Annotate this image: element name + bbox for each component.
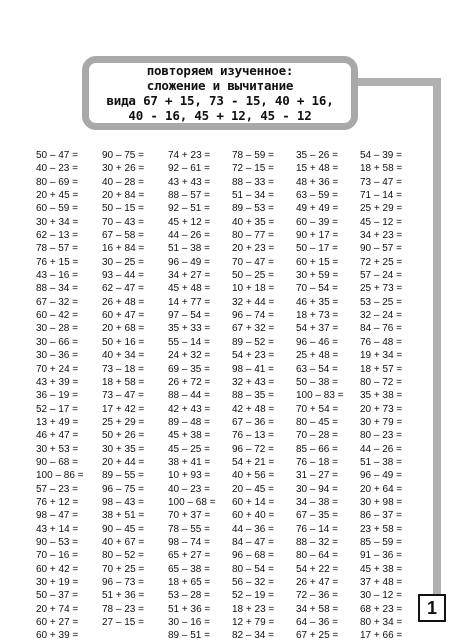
exercise-item: 45 + 38 =	[168, 430, 211, 442]
exercise-item: 78 – 23 =	[102, 603, 144, 615]
exercise-item: 73 – 47 =	[360, 176, 402, 188]
exercise-item: 54 + 23 =	[232, 350, 275, 362]
exercise-item: 34 – 38 =	[296, 496, 338, 508]
exercise-item: 60 – 59 =	[36, 203, 78, 215]
exercise-item: 20 + 45 =	[36, 190, 79, 202]
exercise-item: 40 + 34 =	[102, 350, 145, 362]
exercise-item: 46 + 35 =	[296, 296, 339, 308]
exercise-item: 40 + 56 =	[232, 470, 275, 482]
title-line-3: вида 67 + 15, 73 - 15, 40 + 16,	[106, 93, 334, 108]
exercise-item: 43 + 43 =	[168, 176, 211, 188]
exercise-item: 64 – 36 =	[296, 617, 338, 629]
exercise-item: 60 – 42 =	[36, 310, 78, 322]
exercise-item: 80 – 23 =	[360, 430, 402, 442]
exercise-item: 84 – 76 =	[360, 323, 402, 335]
exercise-item: 20 + 44 =	[102, 456, 145, 468]
exercise-item: 45 + 38 =	[360, 563, 403, 575]
exercise-item: 86 – 37 =	[360, 510, 402, 522]
exercise-item: 96 – 74 =	[232, 310, 274, 322]
exercise-item: 80 – 64 =	[296, 550, 338, 562]
exercise-item: 96 – 68 =	[232, 550, 274, 562]
exercise-item: 90 + 17 =	[296, 230, 339, 242]
exercise-item: 54 – 39 =	[360, 150, 402, 161]
exercise-item: 73 – 47 =	[102, 390, 144, 402]
exercise-item: 72 – 15 =	[232, 163, 274, 175]
exercise-item: 26 + 47 =	[296, 577, 339, 588]
exercise-item: 51 + 36 =	[168, 603, 211, 615]
exercise-item: 18 + 73 =	[296, 310, 339, 322]
exercise-item: 30 – 25 =	[102, 256, 144, 268]
exercise-item: 68 + 23 =	[360, 603, 403, 615]
exercise-item: 30 + 26 =	[102, 163, 145, 175]
exercise-item: 18 + 58 =	[102, 376, 145, 388]
exercise-item: 60 + 27 =	[36, 617, 79, 629]
exercise-item: 54 + 21 =	[232, 456, 275, 468]
exercise-item: 98 – 74 =	[168, 536, 210, 548]
exercise-item: 30 + 34 =	[36, 216, 79, 228]
exercise-item: 90 – 68 =	[36, 456, 78, 468]
exercise-item: 54 + 37 =	[296, 323, 339, 335]
exercise-item: 20 + 73 =	[360, 403, 403, 415]
exercise-item: 90 – 57 =	[360, 243, 402, 255]
exercise-item: 98 – 47 =	[36, 510, 78, 522]
exercise-item: 35 + 38 =	[360, 390, 403, 402]
exercise-item: 30 + 53 =	[36, 443, 79, 455]
frame-line-top	[356, 78, 441, 86]
exercise-item: 30 – 16 =	[168, 617, 210, 629]
exercise-item: 40 + 67 =	[102, 536, 145, 548]
exercise-item: 60 + 42 =	[36, 563, 79, 575]
exercise-item: 20 + 68 =	[102, 323, 145, 335]
exercise-item: 67 – 32 =	[36, 296, 78, 308]
exercise-item: 19 + 34 =	[360, 350, 403, 362]
exercise-item: 96 – 49 =	[360, 470, 402, 482]
title-line-1: повторяем изученное:	[146, 63, 294, 78]
exercise-item: 80 – 52 =	[102, 550, 144, 562]
exercise-item: 44 – 26 =	[168, 230, 210, 242]
exercise-item: 67 + 32 =	[232, 323, 275, 335]
exercise-column-6	[360, 149, 422, 643]
exercise-item: 100 – 86 =	[36, 470, 84, 482]
exercise-item: 46 + 47 =	[36, 430, 79, 442]
exercise-item: 44 – 36 =	[232, 523, 274, 535]
exercise-item: 38 + 41 =	[168, 456, 211, 468]
exercise-item: 51 + 36 =	[102, 590, 145, 602]
title-line-4: 40 - 16, 45 + 12, 45 - 12	[128, 108, 312, 123]
exercise-item: 30 + 98 =	[360, 496, 403, 508]
exercise-item: 60 + 15 =	[296, 256, 339, 268]
exercise-item: 20 + 84 =	[102, 190, 145, 202]
exercise-item: 26 + 48 =	[102, 296, 145, 308]
exercise-item: 88 – 35 =	[232, 390, 274, 402]
exercise-item: 72 – 36 =	[296, 590, 338, 602]
exercise-item: 62 – 13 =	[36, 230, 78, 242]
exercise-item: 50 – 38 =	[296, 376, 338, 388]
exercise-item: 44 – 26 =	[360, 443, 402, 455]
exercise-item: 60 – 39 =	[296, 216, 338, 228]
exercise-item: 40 – 23 =	[168, 483, 210, 495]
exercise-item: 84 – 47 =	[232, 536, 274, 548]
title-box	[82, 56, 358, 130]
exercise-item: 50 – 15 =	[102, 203, 144, 215]
exercise-item: 34 + 23 =	[360, 230, 403, 242]
exercise-item: 49 + 49 =	[296, 203, 339, 215]
exercise-item: 88 – 33 =	[232, 176, 274, 188]
exercise-item: 80 – 69 =	[36, 176, 78, 188]
exercise-item: 76 – 14 =	[296, 523, 338, 535]
exercise-item: 42 + 43 =	[168, 403, 211, 415]
exercise-item: 35 – 26 =	[296, 150, 338, 161]
exercise-item: 60 + 39 =	[36, 630, 79, 642]
exercise-item: 90 – 75 =	[102, 150, 144, 161]
exercise-item: 96 – 72 =	[232, 443, 274, 455]
exercise-item: 56 – 32 =	[232, 577, 274, 588]
exercise-item: 10 + 18 =	[232, 283, 275, 295]
exercise-item: 71 – 14 =	[360, 190, 402, 202]
exercise-item: 55 – 14 =	[168, 336, 210, 348]
exercise-item: 53 – 25 =	[360, 296, 402, 308]
exercise-item: 69 – 35 =	[168, 363, 210, 375]
exercise-item: 17 + 66 =	[360, 630, 403, 642]
exercise-item: 89 – 51 =	[168, 630, 210, 642]
exercise-item: 93 – 44 =	[102, 270, 144, 282]
exercise-item: 89 – 48 =	[168, 416, 210, 428]
exercise-item: 48 + 36 =	[296, 176, 339, 188]
exercise-item: 63 – 54 =	[296, 363, 338, 375]
exercise-item: 67 + 25 =	[296, 630, 339, 642]
exercise-item: 70 + 37 =	[168, 510, 211, 522]
exercise-item: 18 + 57 =	[360, 363, 403, 375]
exercise-item: 51 – 38 =	[168, 243, 210, 255]
exercise-item: 89 – 52 =	[232, 336, 274, 348]
exercise-item: 32 + 43 =	[232, 376, 275, 388]
exercise-item: 27 – 15 =	[102, 617, 144, 629]
exercise-item: 15 + 48 =	[296, 163, 339, 175]
exercise-item: 76 – 18 =	[296, 456, 338, 468]
exercise-item: 51 – 38 =	[360, 456, 402, 468]
exercise-column-3	[168, 149, 230, 643]
exercise-item: 12 + 79 =	[232, 617, 275, 629]
exercise-item: 43 – 16 =	[36, 270, 78, 282]
exercise-item: 80 – 45 =	[296, 416, 338, 428]
exercise-item: 18 + 58 =	[360, 163, 403, 175]
exercise-item: 80 – 77 =	[232, 230, 274, 242]
exercise-item: 50 – 25 =	[232, 270, 274, 282]
exercise-item: 52 – 17 =	[36, 403, 78, 415]
exercise-item: 13 + 49 =	[36, 416, 79, 428]
exercise-item: 20 – 45 =	[232, 483, 274, 495]
exercise-item: 70 – 16 =	[36, 550, 78, 562]
exercise-item: 18 + 23 =	[232, 603, 275, 615]
exercise-item: 23 + 58 =	[360, 523, 403, 535]
exercise-item: 50 + 16 =	[102, 336, 145, 348]
exercise-item: 25 + 48 =	[296, 350, 339, 362]
exercise-item: 60 + 40 =	[232, 510, 275, 522]
exercise-item: 40 + 35 =	[232, 216, 275, 228]
exercise-grid	[0, 149, 474, 642]
exercise-item: 54 + 22 =	[296, 563, 339, 575]
exercise-item: 25 + 29 =	[360, 203, 403, 215]
exercise-item: 76 + 15 =	[36, 256, 79, 268]
exercise-item: 45 – 25 =	[168, 443, 210, 455]
exercise-item: 30 + 35 =	[102, 443, 145, 455]
exercise-item: 34 + 58 =	[296, 603, 339, 615]
exercise-item: 82 – 34 =	[232, 630, 274, 642]
exercise-item: 97 – 54 =	[168, 310, 210, 322]
exercise-item: 89 – 53 =	[232, 203, 274, 215]
exercise-column-2	[102, 149, 164, 629]
exercise-item: 88 – 34 =	[36, 283, 78, 295]
exercise-item: 50 – 17 =	[296, 243, 338, 255]
title-line-2: сложение и вычитание	[146, 78, 294, 93]
exercise-item: 70 + 25 =	[102, 563, 145, 575]
exercise-item: 30 + 19 =	[36, 577, 79, 588]
exercise-item: 45 + 48 =	[168, 283, 211, 295]
exercise-item: 40 – 23 =	[36, 163, 78, 175]
exercise-column-1	[36, 149, 98, 643]
exercise-item: 73 – 18 =	[102, 363, 144, 375]
exercise-item: 60 + 47 =	[102, 310, 145, 322]
exercise-item: 92 – 51 =	[168, 203, 210, 215]
exercise-item: 52 – 19 =	[232, 590, 274, 602]
exercise-item: 70 – 43 =	[102, 216, 144, 228]
exercise-item: 78 – 57 =	[36, 243, 78, 255]
exercise-item: 25 + 73 =	[360, 283, 403, 295]
exercise-item: 88 – 57 =	[168, 190, 210, 202]
exercise-item: 32 – 24 =	[360, 310, 402, 322]
exercise-item: 45 + 12 =	[168, 216, 211, 228]
exercise-item: 30 + 59 =	[296, 270, 339, 282]
exercise-item: 100 – 68 =	[168, 496, 216, 508]
exercise-item: 45 – 12 =	[360, 216, 402, 228]
exercise-item: 24 + 32 =	[168, 350, 211, 362]
exercise-item: 30 – 94 =	[296, 483, 338, 495]
exercise-item: 92 – 61 =	[168, 163, 210, 175]
exercise-item: 65 + 27 =	[168, 550, 211, 562]
exercise-item: 76 + 12 =	[36, 496, 79, 508]
exercise-item: 50 – 37 =	[36, 590, 78, 602]
exercise-item: 91 – 36 =	[360, 550, 402, 562]
exercise-item: 70 + 24 =	[36, 363, 79, 375]
exercise-item: 37 + 48 =	[360, 577, 403, 588]
exercise-item: 70 – 47 =	[232, 256, 274, 268]
exercise-item: 57 – 23 =	[36, 483, 78, 495]
exercise-item: 88 – 44 =	[168, 390, 210, 402]
exercise-item: 100 – 83 =	[296, 390, 344, 402]
exercise-item: 67 – 58 =	[102, 230, 144, 242]
page-number: 1	[426, 597, 437, 618]
exercise-item: 62 – 47 =	[102, 283, 144, 295]
exercise-item: 65 – 38 =	[168, 563, 210, 575]
exercise-item: 85 – 66 =	[296, 443, 338, 455]
exercise-item: 96 – 75 =	[102, 483, 144, 495]
exercise-item: 96 – 49 =	[168, 256, 210, 268]
exercise-item: 70 – 28 =	[296, 430, 338, 442]
exercise-column-4	[232, 149, 294, 643]
exercise-item: 17 + 42 =	[102, 403, 145, 415]
exercise-item: 53 – 28 =	[168, 590, 210, 602]
exercise-item: 70 + 54 =	[296, 403, 339, 415]
exercise-item: 90 – 53 =	[36, 536, 78, 548]
exercise-item: 72 + 25 =	[360, 256, 403, 268]
exercise-item: 50 + 26 =	[102, 430, 145, 442]
exercise-item: 42 + 48 =	[232, 403, 275, 415]
exercise-item: 31 – 27 =	[296, 470, 338, 482]
exercise-item: 14 + 77 =	[168, 296, 211, 308]
exercise-item: 26 + 72 =	[168, 376, 211, 388]
exercise-item: 63 – 59 =	[296, 190, 338, 202]
exercise-item: 18 + 65 =	[168, 577, 211, 588]
exercise-item: 67 – 36 =	[232, 416, 274, 428]
exercise-item: 32 + 44 =	[232, 296, 275, 308]
exercise-item: 80 – 54 =	[232, 563, 274, 575]
exercise-item: 80 + 34 =	[360, 617, 403, 629]
exercise-item: 89 – 55 =	[102, 470, 144, 482]
exercise-item: 76 – 48 =	[360, 336, 402, 348]
exercise-item: 43 + 39 =	[36, 376, 79, 388]
exercise-item: 80 – 72 =	[360, 376, 402, 388]
exercise-item: 16 + 84 =	[102, 243, 145, 255]
exercise-item: 90 – 45 =	[102, 523, 144, 535]
exercise-item: 20 + 23 =	[232, 243, 275, 255]
exercise-item: 60 + 14 =	[232, 496, 275, 508]
exercise-item: 74 + 23 =	[168, 150, 211, 161]
exercise-item: 25 + 29 =	[102, 416, 145, 428]
exercise-item: 30 – 66 =	[36, 336, 78, 348]
exercise-item: 30 – 28 =	[36, 323, 78, 335]
exercise-item: 50 – 47 =	[36, 150, 78, 161]
exercise-item: 67 – 35 =	[296, 510, 338, 522]
exercise-item: 96 – 73 =	[102, 577, 144, 588]
exercise-item: 78 – 55 =	[168, 523, 210, 535]
exercise-item: 96 – 46 =	[296, 336, 338, 348]
exercise-item: 85 – 59 =	[360, 536, 402, 548]
exercise-item: 30 + 79 =	[360, 416, 403, 428]
exercise-item: 36 – 19 =	[36, 390, 78, 402]
exercise-item: 20 + 74 =	[36, 603, 79, 615]
exercise-item: 30 – 12 =	[360, 590, 402, 602]
exercise-item: 98 – 43 =	[102, 496, 144, 508]
exercise-item: 51 – 34 =	[232, 190, 274, 202]
exercise-item: 43 + 14 =	[36, 523, 79, 535]
exercise-item: 76 – 13 =	[232, 430, 274, 442]
exercise-column-5	[296, 149, 358, 643]
exercise-item: 70 – 54 =	[296, 283, 338, 295]
exercise-item: 98 – 41 =	[232, 363, 274, 375]
exercise-item: 35 + 33 =	[168, 323, 211, 335]
exercise-item: 10 + 93 =	[168, 470, 211, 482]
exercise-item: 20 + 64 =	[360, 483, 403, 495]
page-number-box	[418, 594, 446, 622]
exercise-item: 40 – 28 =	[102, 176, 144, 188]
exercise-item: 38 + 51 =	[102, 510, 145, 522]
exercise-item: 30 – 36 =	[36, 350, 78, 362]
exercise-item: 34 + 27 =	[168, 270, 211, 282]
exercise-item: 57 – 24 =	[360, 270, 402, 282]
exercise-item: 78 – 59 =	[232, 150, 274, 161]
exercise-item: 88 – 32 =	[296, 536, 338, 548]
